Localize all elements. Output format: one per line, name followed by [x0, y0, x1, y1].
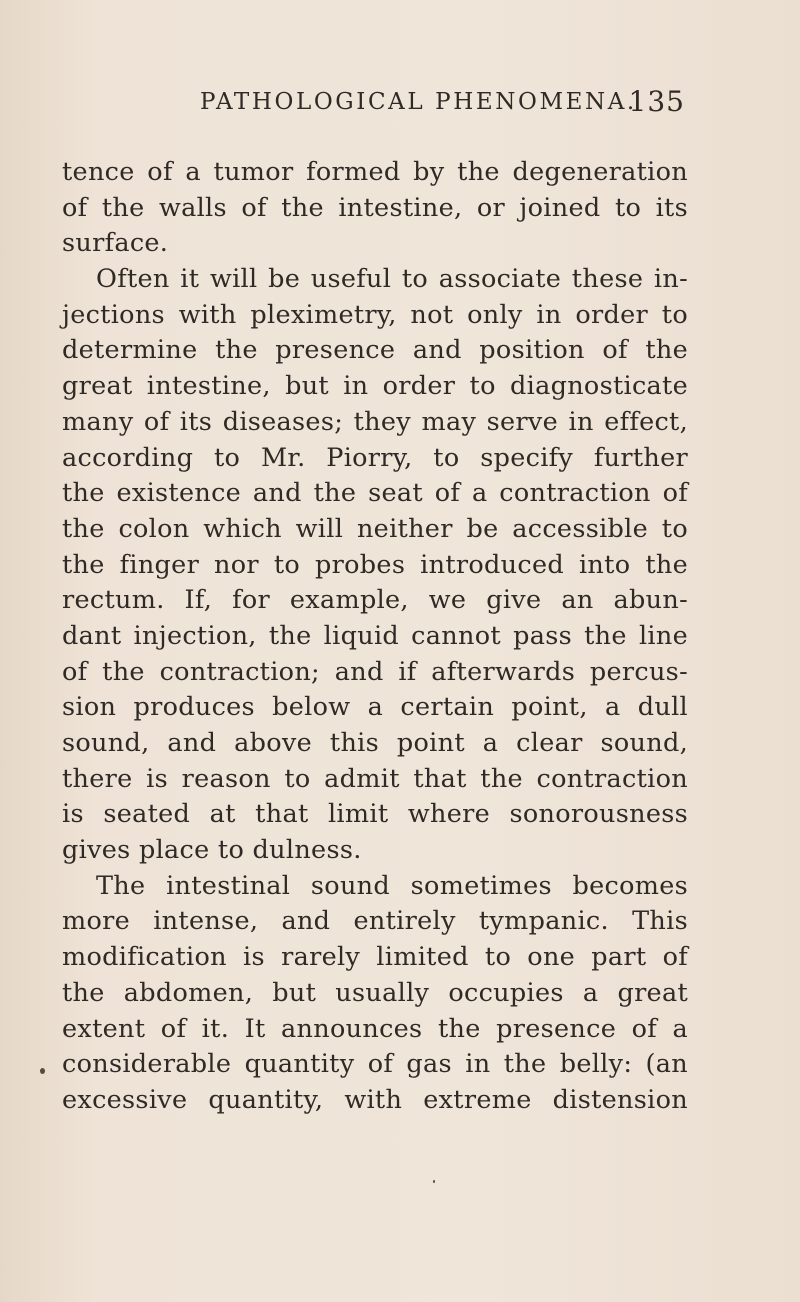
- text-line: sound, and above this point a clear sound,: [62, 728, 688, 758]
- text-line: there is reason to admit that the contraction: [62, 763, 688, 794]
- text-line: Often it will be useful to associate these in-: [96, 264, 688, 295]
- text-line: more intense, and entirely tympanic. This: [62, 906, 688, 937]
- text-line: surface.: [62, 228, 169, 259]
- text-line: the finger nor to probes introduced into the: [62, 549, 688, 580]
- text-line: many of its diseases; they may serve in effect,: [62, 406, 688, 437]
- text-line: dant injection, the liquid cannot pass the line: [62, 620, 688, 651]
- text-line: determine the presence and position of the: [62, 335, 688, 366]
- body-text: [62, 155, 688, 1119]
- text-line: the colon which will neither be accessible to: [62, 513, 688, 544]
- text-line: rectum. If, for example, we give an abun-: [62, 585, 688, 616]
- text-line: of the contraction; and if afterwards percus-: [62, 656, 688, 687]
- text-line: modification is rarely limited to one part of: [62, 942, 688, 973]
- text-line: of the walls of the intestine, or joined to its: [62, 192, 688, 223]
- running-title: PATHOLOGICAL PHENOMENA.: [200, 89, 637, 115]
- text-line: excessive quantity, with extreme distension: [62, 1084, 688, 1115]
- text-line: extent of it. It announces the presence of a: [62, 1013, 688, 1044]
- text-line: great intestine, but in order to diagnosticate: [62, 371, 688, 402]
- ink-speck: [433, 1180, 435, 1183]
- page-number: 135: [628, 85, 685, 118]
- text-line: The intestinal sound sometimes becomes: [96, 870, 688, 901]
- text-line: tence of a tumor formed by the degeneration: [62, 157, 688, 187]
- text-line: according to Mr. Piorry, to specify further: [62, 442, 688, 473]
- text-line: jections with pleximetry, not only in order to: [62, 299, 688, 330]
- text-line: the existence and the seat of a contraction of: [62, 478, 688, 509]
- text-line: is seated at that limit where sonorousness: [62, 799, 688, 830]
- ink-speck: [40, 1068, 45, 1074]
- text-line: the abdomen, but usually occupies a great: [62, 977, 688, 1008]
- text-line: sion produces below a certain point, a dull: [62, 692, 688, 723]
- text-line: gives place to dulness.: [62, 835, 362, 866]
- running-head: [200, 82, 685, 122]
- text-line: considerable quantity of gas in the belly: (an: [62, 1049, 688, 1080]
